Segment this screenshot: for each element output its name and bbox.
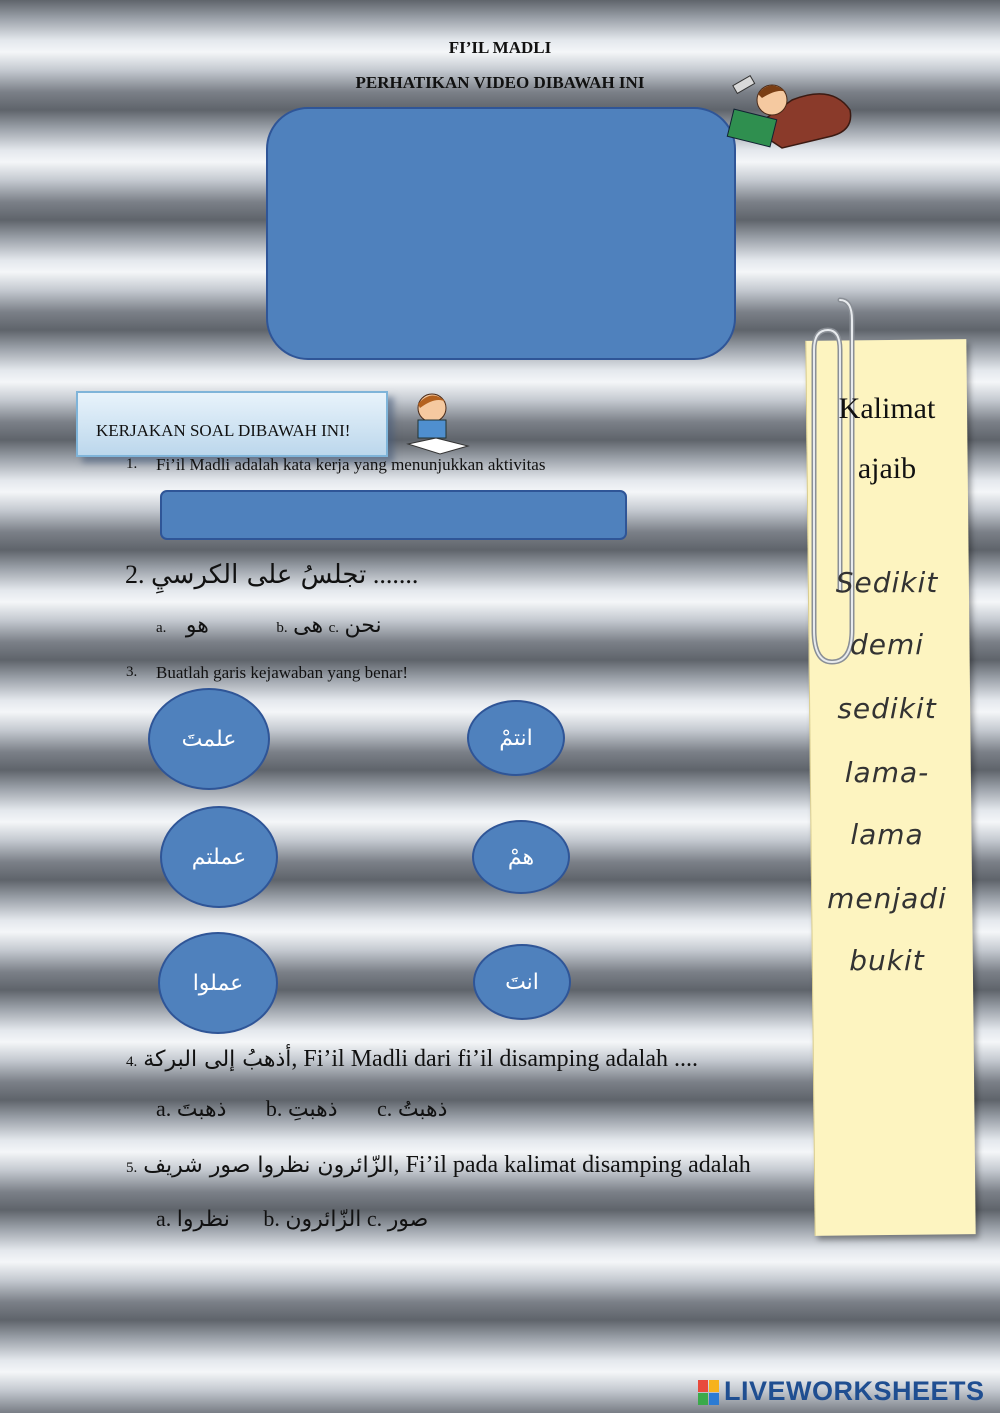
note-line-6: menjadi (827, 882, 947, 915)
q2-arabic: تجلسُ على الكرسيِ (151, 560, 367, 590)
q2-option-b-letter: b. (276, 620, 288, 636)
q1-answer-input[interactable] (160, 490, 627, 540)
q4-text: , Fi’il Madli dari fi’il disamping adalah .... (291, 1046, 698, 1072)
liveworksheets-logo-icon (698, 1380, 720, 1406)
note-line-3: sedikit (837, 692, 937, 725)
video-placeholder[interactable] (266, 107, 736, 360)
q4-option-a-letter: a. (156, 1096, 172, 1121)
q2-options (156, 612, 382, 638)
match-right-1[interactable]: انتمْ (467, 700, 565, 776)
q2-dots: ....... (372, 560, 419, 589)
q4-options (156, 1096, 447, 1122)
page-title: FI’IL MADLI (448, 38, 552, 57)
note-line-1: Sedikit (835, 566, 939, 599)
q2-number: 2. (125, 560, 145, 589)
q2-option-c-letter: c. (328, 620, 340, 636)
q5-text: , Fi’il pada kalimat disamping adalah (393, 1152, 751, 1178)
match-left-1[interactable]: علمتَ (148, 688, 270, 790)
q5-number: 5. (126, 1160, 138, 1176)
q5-option-b-letter: b. (263, 1206, 280, 1231)
note-line-2: demi (849, 628, 925, 661)
q4-line (126, 1046, 698, 1073)
match-right-3[interactable]: انتَ (473, 944, 571, 1020)
q5-option-a[interactable]: نظروا (176, 1207, 230, 1232)
q2-option-b[interactable]: هى (293, 613, 324, 638)
note-title-line1: Kalimat (838, 392, 936, 425)
note-line-4: lama- (844, 756, 930, 789)
q2-option-c[interactable]: نحن (344, 613, 382, 638)
liveworksheets-logo[interactable]: LIVEWORKSHEETS (724, 1376, 985, 1406)
q1-number: 1. (126, 456, 138, 472)
page-subtitle: PERHATIKAN VIDEO DIBAWAH INI (355, 73, 645, 92)
note-line-7: bukit (849, 944, 925, 977)
q4-option-a[interactable]: ذهبتَ (176, 1097, 227, 1122)
kid-reading-illustration (722, 70, 857, 155)
q2-line (125, 560, 418, 590)
q5-option-b[interactable]: الزّائرون (285, 1207, 362, 1232)
q1-text: Fi’il Madli adalah kata kerja yang menunjukkan aktivitas (156, 455, 546, 474)
q5-arabic: الزّائرون نظروا صور شريف (143, 1153, 394, 1178)
boy-studying-illustration (402, 386, 472, 458)
q4-option-b[interactable]: ذهبتِ (287, 1097, 338, 1122)
q4-number: 4. (126, 1054, 138, 1070)
q5-options (156, 1206, 428, 1232)
q2-option-a-letter: a. (156, 620, 167, 636)
q5-line (126, 1152, 812, 1179)
q4-option-c[interactable]: ذهبتُ (397, 1097, 448, 1122)
q2-option-a[interactable]: هو (185, 613, 209, 638)
note-line-5: lama (850, 818, 924, 851)
note-title-line2: ajaib (857, 452, 917, 485)
q5-option-a-letter: a. (156, 1206, 172, 1231)
match-left-2[interactable]: عملتم (160, 806, 278, 908)
q4-option-b-letter: b. (265, 1096, 283, 1121)
q3-number: 3. (126, 664, 138, 680)
q5-option-c[interactable]: صور (387, 1207, 429, 1232)
q4-arabic: أذهبُ إلى البركة (143, 1047, 292, 1072)
q4-option-c-letter: c. (377, 1096, 393, 1121)
instruction-banner-label: KERJAKAN SOAL DIBAWAH INI! (96, 421, 351, 440)
match-left-3[interactable]: عملوا (158, 932, 278, 1034)
instruction-banner (76, 391, 388, 457)
q3-text: Buatlah garis kejawaban yang benar! (156, 663, 409, 682)
q5-option-c-letter: c. (366, 1206, 383, 1231)
match-right-2[interactable]: همْ (472, 820, 570, 894)
